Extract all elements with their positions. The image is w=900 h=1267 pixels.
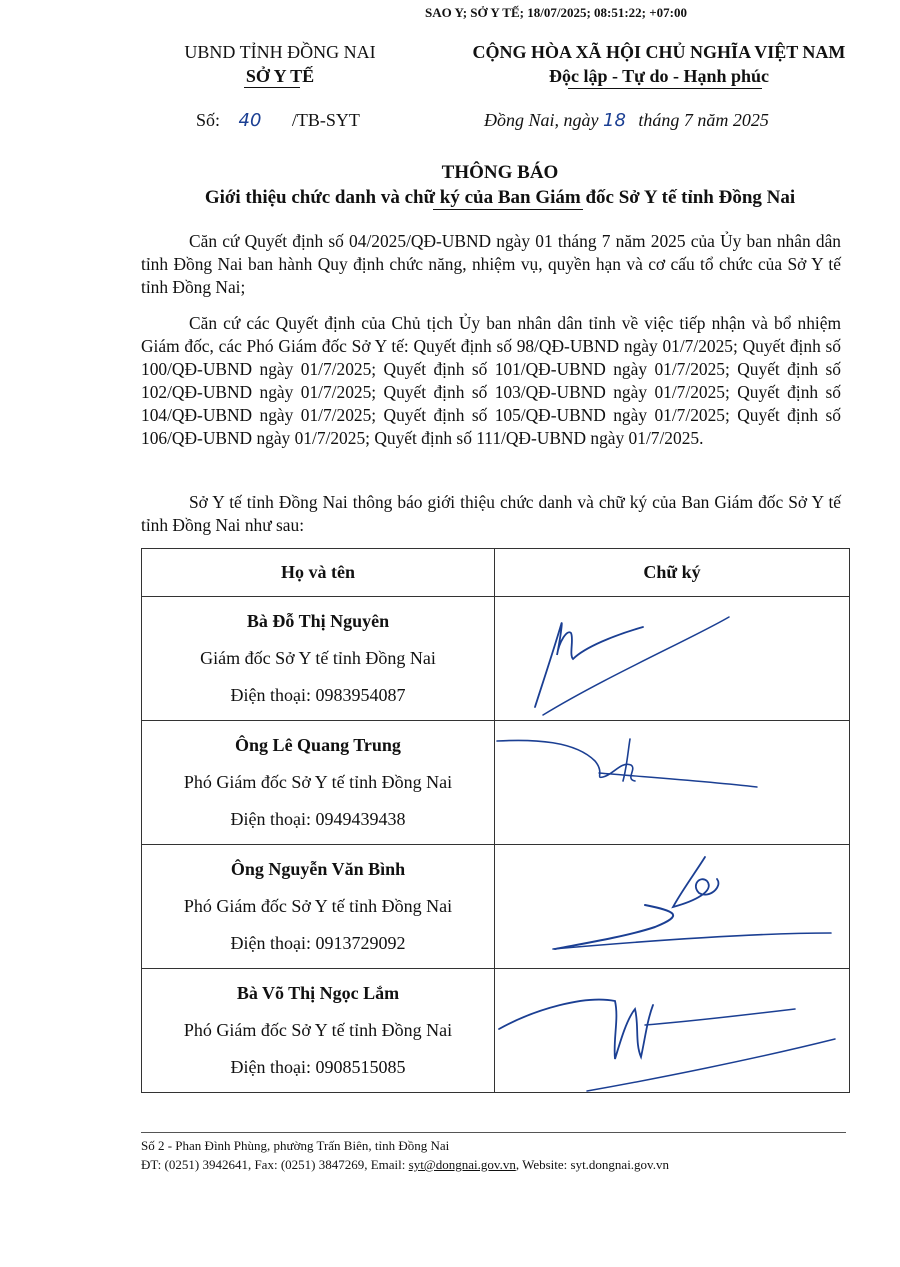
person-cell bbox=[142, 845, 495, 969]
person-name: Ông Nguyễn Văn Bình bbox=[230, 859, 406, 879]
signature-cell bbox=[495, 969, 850, 1093]
document-number bbox=[196, 110, 360, 131]
signature-cell bbox=[495, 721, 850, 845]
signature-image bbox=[495, 969, 851, 1092]
appointment-basis-paragraph: Căn cứ các Quyết định của Chủ tịch Ủy ban nhân dân tỉnh về việc tiếp nhận và bổ nhiệm Giám đốc, các Phó Giám đốc Sở Y tế: Quyết định số 98/QĐ-UBND ngày 01/7/2025; Quyết định số 100/QĐ-UBND ngày 01/7/2025; Quyết định số 101/QĐ-UBND ngày 01/7/2025; Quyết định số 102/QĐ-UBND ngày 01/7/2025; Quyết định số 103/QĐ-UBND ngày 01/7/2025; Quyết định số 104/QĐ-UBND ngày 01/7/2025; Quyết định số 105/QĐ-UBND ngày 01/7/2025; Quyết định số 106/QĐ-UBND ngày 01/7/2025; Quyết định số 111/QĐ-UBND ngày 01/7/2025. bbox=[141, 313, 841, 448]
signature-image bbox=[495, 721, 851, 844]
person-phone: Điện thoại: 0908515085 bbox=[230, 1057, 406, 1077]
person-name: Bà Võ Thị Ngọc Lắm bbox=[236, 983, 400, 1003]
agency-dept: SỞ Y TẾ bbox=[245, 66, 315, 86]
document-title bbox=[100, 160, 900, 210]
date-rest: tháng 7 năm 2025 bbox=[638, 110, 769, 130]
signature-image bbox=[495, 597, 851, 720]
header-name: Họ và tên bbox=[142, 549, 495, 597]
person-phone: Điện thoại: 0949439438 bbox=[230, 809, 406, 829]
person-phone: Điện thoại: 0983954087 bbox=[230, 685, 406, 705]
issuing-agency bbox=[140, 40, 420, 88]
title-main: THÔNG BÁO bbox=[441, 162, 559, 183]
person-name: Ông Lê Quang Trung bbox=[235, 735, 401, 755]
announcement-paragraph: Sở Y tế tỉnh Đồng Nai thông báo giới thiệu chức danh và chữ ký của Ban Giám đốc Sở Y tế tỉnh Đồng Nai như sau: bbox=[141, 492, 841, 535]
agency-underline bbox=[244, 87, 300, 88]
footer bbox=[141, 1136, 669, 1174]
footer-divider bbox=[141, 1132, 846, 1133]
person-cell bbox=[142, 597, 495, 721]
table-row bbox=[142, 969, 850, 1093]
title-sub: Giới thiệu chức danh và chữ ký của Ban Giám đốc Sở Y tế tỉnh Đồng Nai bbox=[204, 187, 796, 208]
person-cell bbox=[142, 721, 495, 845]
footer-contact-suffix: , Website: syt.dongnai.gov.vn bbox=[515, 1157, 669, 1172]
doc-no-suffix: /TB-SYT bbox=[291, 110, 360, 130]
person-title: Phó Giám đốc Sở Y tế tỉnh Đồng Nai bbox=[183, 896, 453, 916]
date-line bbox=[484, 110, 769, 131]
title-underline bbox=[433, 209, 583, 210]
agency-parent: UBND TỈNH ĐỒNG NAI bbox=[184, 42, 376, 62]
national-header bbox=[424, 40, 894, 88]
signature-table bbox=[141, 548, 850, 1093]
person-title: Giám đốc Sở Y tế tỉnh Đồng Nai bbox=[200, 648, 436, 668]
motto-underline bbox=[568, 88, 762, 89]
table-row bbox=[142, 845, 850, 969]
footer-contact-prefix: ĐT: (0251) 3942641, Fax: (0251) 3847269, Email: bbox=[141, 1157, 409, 1172]
date-prefix: Đồng Nai, ngày bbox=[484, 110, 599, 130]
doc-no-handwritten: 40 bbox=[238, 110, 262, 131]
legal-basis-paragraph: Căn cứ Quyết định số 04/2025/QĐ-UBND ngày 01 tháng 7 năm 2025 của Ủy ban nhân dân tỉnh Đồng Nai ban hành Quy định chức năng, nhiệm vụ, quyền hạn và cơ cấu tổ chức của Sở Y tế tỉnh Đồng Nai; bbox=[141, 231, 841, 297]
person-title: Phó Giám đốc Sở Y tế tỉnh Đồng Nai bbox=[183, 1020, 453, 1040]
person-cell bbox=[142, 969, 495, 1093]
person-name: Bà Đỗ Thị Nguyên bbox=[246, 611, 390, 631]
nation-name: CỘNG HÒA XÃ HỘI CHỦ NGHĨA VIỆT NAM bbox=[472, 42, 846, 62]
signature-image bbox=[495, 845, 851, 968]
table-header-row bbox=[142, 549, 850, 597]
table-row bbox=[142, 597, 850, 721]
footer-contact bbox=[141, 1155, 669, 1174]
person-phone: Điện thoại: 0913729092 bbox=[230, 933, 406, 953]
signature-cell bbox=[495, 597, 850, 721]
date-day-handwritten: 18 bbox=[603, 110, 626, 131]
footer-email-link[interactable]: syt@dongnai.gov.vn bbox=[408, 1157, 516, 1172]
footer-address: Số 2 - Phan Đình Phùng, phường Trấn Biên, tỉnh Đồng Nai bbox=[141, 1138, 450, 1153]
doc-no-label: Số: bbox=[196, 110, 221, 130]
table-row bbox=[142, 721, 850, 845]
digital-copy-stamp: SAO Y; SỞ Y TẾ; 18/07/2025; 08:51:22; +07:00 bbox=[425, 5, 687, 20]
nation-motto: Độc lập - Tự do - Hạnh phúc bbox=[548, 66, 770, 86]
person-title: Phó Giám đốc Sở Y tế tỉnh Đồng Nai bbox=[183, 772, 453, 792]
header-signature: Chữ ký bbox=[495, 549, 850, 597]
signature-cell bbox=[495, 845, 850, 969]
